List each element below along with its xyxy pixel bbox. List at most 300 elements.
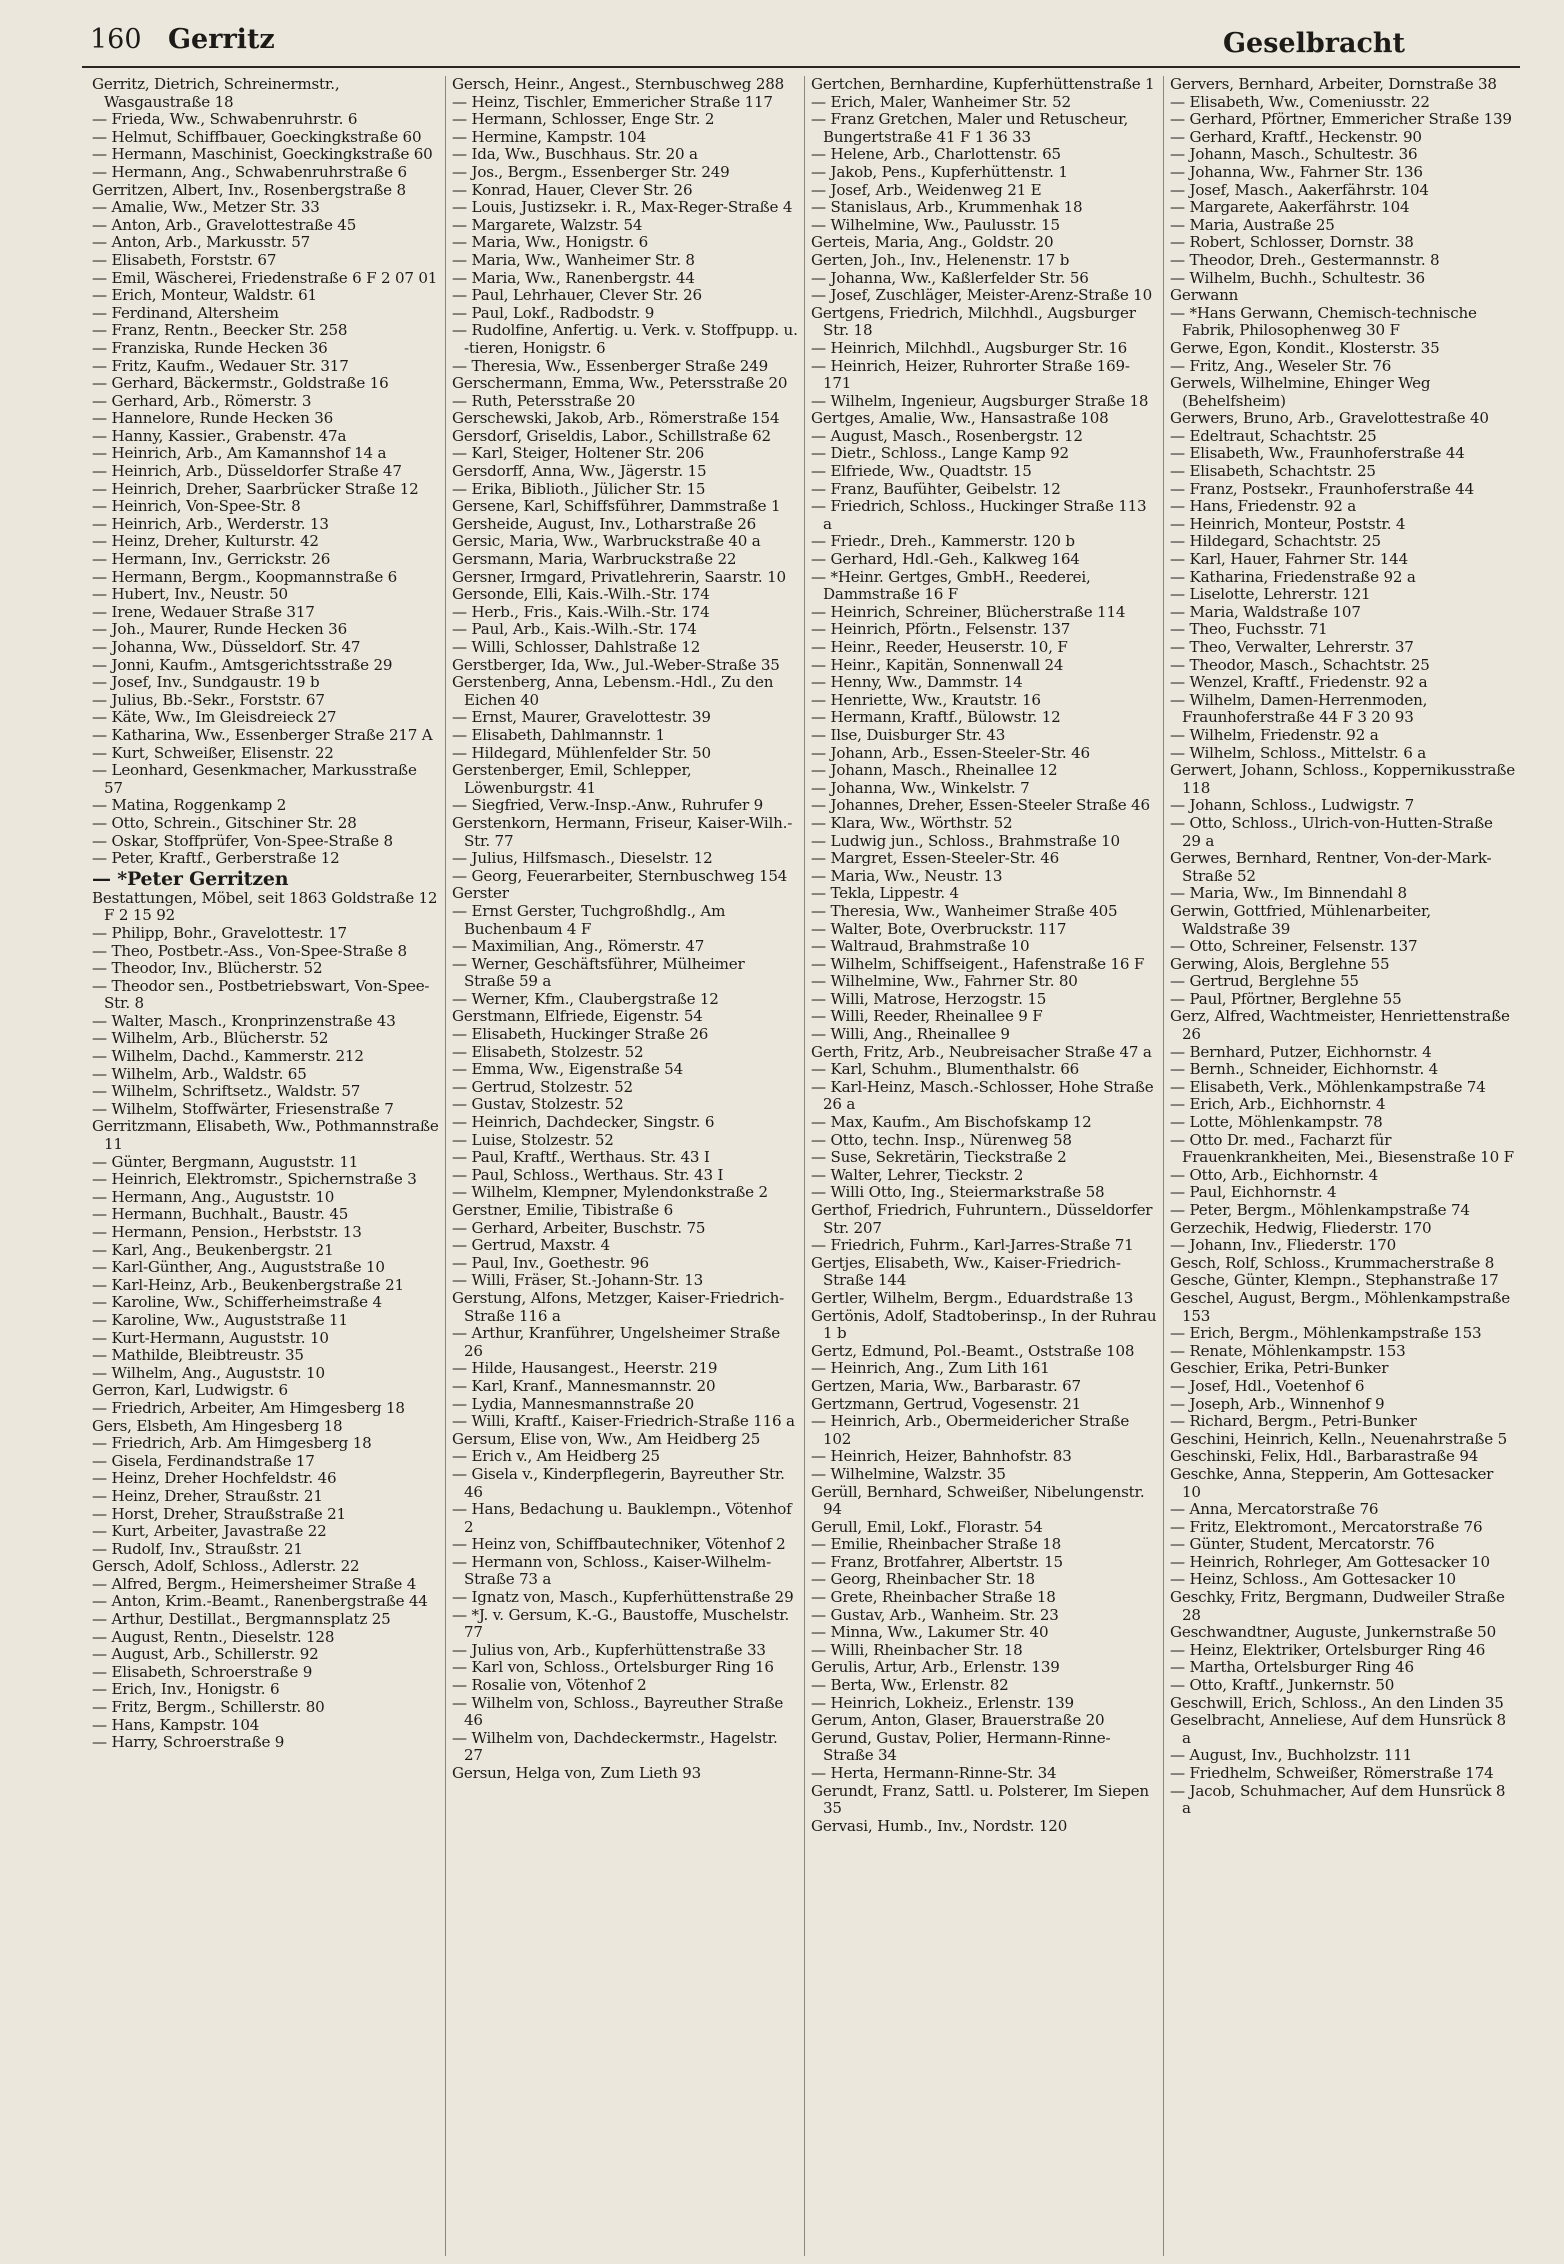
left-keyword: Gerritz — [168, 24, 275, 55]
directory-entry: — Elfriede, Ww., Quadtstr. 15 — [811, 462, 1032, 481]
directory-entry: Geschke, Anna, Stepperin, Am Gottesacker 10 — [1170, 1464, 1494, 1501]
directory-entry: Gers, Elsbeth, Am Hingesberg 18 — [92, 1416, 343, 1435]
directory-entry: Gerwes, Bernhard, Rentner, Von-der-Mark-Straße 52 — [1170, 849, 1492, 885]
directory-entry: — Heinrich, Ang., Zum Lith 161 — [811, 1359, 1050, 1378]
directory-entry: Gerschewski, Jakob, Arb., Römerstraße 154 — [452, 409, 780, 428]
directory-entry: — Oskar, Stoffprüfer, Von-Spee-Straße 8 — [92, 831, 393, 850]
directory-entry: — Grete, Rheinbacher Straße 18 — [811, 1588, 1056, 1607]
directory-entry: — Ernst Gerster, Tuchgroßhdlg., Am Buchenbaum 4 F — [452, 901, 726, 938]
directory-entry: — Joseph, Arb., Winnenhof 9 — [1170, 1394, 1385, 1413]
directory-entry: — Julius, Bb.-Sekr., Forststr. 67 — [92, 690, 325, 709]
directory-entry: — Hildegard, Schachtstr. 25 — [1170, 532, 1381, 551]
directory-entry: — Wilhelm von, Dachdeckermstr., Hagelstr. 27 — [452, 1728, 778, 1765]
directory-entry: — Johannes, Dreher, Essen-Steeler Straße 46 — [811, 796, 1150, 815]
directory-entry: — Gustav, Stolzestr. 52 — [452, 1095, 624, 1114]
directory-entry: — Josef, Masch., Aakerfährstr. 104 — [1170, 180, 1429, 199]
directory-entry: — Theodor, Masch., Schachtstr. 25 — [1170, 655, 1430, 674]
directory-entry: — Fritz, Ang., Weseler Str. 76 — [1170, 356, 1392, 375]
directory-entry: Gertchen, Bernhardine, Kupferhüttenstraße 1 — [811, 76, 1155, 93]
directory-entry: Gerteis, Maria, Ang., Goldstr. 20 — [811, 233, 1054, 252]
directory-entry: — Paul, Eichhornstr. 4 — [1170, 1183, 1337, 1202]
directory-entry: Gerwe, Egon, Kondit., Klosterstr. 35 — [1170, 338, 1440, 357]
column-3 — [804, 76, 1163, 2256]
directory-entry: — Werner, Geschäftsführer, Mülheimer Straße 59 a — [452, 954, 745, 991]
directory-entry: — Edeltraut, Schachtstr. 25 — [1170, 426, 1377, 445]
directory-entry: — Arthur, Destillat., Bergmannsplatz 25 — [92, 1610, 391, 1629]
directory-entry: — Peter, Kraftf., Gerberstraße 12 — [92, 849, 340, 868]
directory-entry: — Paul, Pförtner, Berglehne 55 — [1170, 989, 1402, 1008]
directory-entry: — Johanna, Ww., Fahrner Str. 136 — [1170, 162, 1423, 181]
directory-entry: — Gerhard, Hdl.-Geh., Kalkweg 164 — [811, 550, 1080, 569]
directory-entry: — Otto, Schreiner, Felsenstr. 137 — [1170, 937, 1418, 956]
directory-entry: — Otto, Arb., Eichhornstr. 4 — [1170, 1165, 1378, 1184]
directory-entry: — Karl-Heinz, Masch.-Schlosser, Hohe Straße 26 a — [811, 1077, 1154, 1114]
directory-entry: — Hubert, Inv., Neustr. 50 — [92, 585, 288, 604]
directory-entry: — Peter, Bergm., Möhlenkampstraße 74 — [1170, 1201, 1470, 1219]
directory-entry: — Wilhelm, Buchh., Schultestr. 36 — [1170, 268, 1425, 287]
directory-entry: Gesch, Rolf, Schloss., Krummacherstraße 8 — [1170, 1253, 1495, 1272]
directory-entry: — Friedrich, Arbeiter, Am Himgesberg 18 — [92, 1398, 405, 1417]
directory-entry: Gerzechik, Hedwig, Fliederstr. 170 — [1170, 1218, 1432, 1237]
directory-entry: — Heinrich, Arb., Obermeidericher Straße 102 — [811, 1412, 1130, 1448]
directory-entry: — Frieda, Ww., Schwabenruhrstr. 6 — [92, 110, 358, 129]
directory-entry: — Willi, Reeder, Rheinallee 9 F — [811, 1007, 1043, 1026]
directory-entry: — Hermann, Inv., Gerrickstr. 26 — [92, 550, 331, 569]
directory-entry: — Ludwig jun., Schloss., Brahmstraße 10 — [811, 831, 1120, 850]
directory-entry: — Karl-Heinz, Arb., Beukenbergstraße 21 — [92, 1275, 404, 1294]
directory-entry: — Johanna, Ww., Düsseldorf. Str. 47 — [92, 638, 361, 656]
directory-entry: — Fritz, Kaufm., Wedauer Str. 317 — [92, 356, 349, 375]
directory-entry: — Hermann, Pension., Herbststr. 13 — [92, 1223, 362, 1241]
directory-entry: — Wilhelm, Arb., Blücherstr. 52 — [92, 1029, 329, 1048]
directory-entry: — Heinrich, Elektromstr., Spichernstraße 3 — [92, 1170, 417, 1189]
directory-entry: — Maria, Ww., Honigstr. 6 — [452, 233, 649, 252]
directory-entry: — Willi, Fräser, St.-Johann-Str. 13 — [452, 1271, 704, 1290]
directory-entry: Gervers, Bernhard, Arbeiter, Dornstraße 38 — [1170, 76, 1497, 93]
directory-entry: Gerritzmann, Elisabeth, Ww., Pothmannstraße 11 — [92, 1117, 439, 1154]
directory-entry: — Karl, Steiger, Holtener Str. 206 — [452, 444, 705, 463]
directory-entry: Gerth, Fritz, Arb., Neubreisacher Straße 47 a — [811, 1042, 1152, 1061]
directory-entry: — Gerhard, Arbeiter, Buschstr. 75 — [452, 1218, 706, 1237]
directory-entry: — Walter, Lehrer, Tieckstr. 2 — [811, 1165, 1024, 1184]
directory-entry: Gersene, Karl, Schiffsführer, Dammstraße 1 — [452, 497, 781, 516]
directory-entry: — Fritz, Elektromont., Mercatorstraße 76 — [1170, 1517, 1483, 1536]
directory-entry: — *J. v. Gersum, K.-G., Baustoffe, Muschelstr. 77 — [452, 1605, 790, 1642]
directory-entry: — Willi Otto, Ing., Steiermarkstraße 58 — [811, 1183, 1105, 1202]
directory-entry: — Heinrich, Schreiner, Blücherstraße 114 — [811, 602, 1126, 621]
directory-entry: Gersch, Heinr., Angest., Sternbuschweg 288 — [452, 76, 785, 93]
directory-entry: — Maria, Ww., Wanheimer Str. 8 — [452, 250, 695, 269]
directory-entry: Gerwann — [1170, 286, 1239, 305]
directory-entry: Gertönis, Adolf, Stadtoberinsp., In der Ruhrau 1 b — [811, 1306, 1157, 1343]
directory-entry: — Suse, Sekretärin, Tieckstraße 2 — [811, 1148, 1067, 1167]
directory-entry: — Willi, Rheinbacher Str. 18 — [811, 1640, 1023, 1659]
directory-entry: — Günter, Bergmann, Auguststr. 11 — [92, 1152, 359, 1171]
directory-entry: — Gisela v., Kinderpflegerin, Bayreuther Str. 46 — [452, 1464, 785, 1501]
directory-entry: — Willi, Schlosser, Dahlstraße 12 — [452, 638, 701, 656]
directory-entry: — Johann, Arb., Essen-Steeler-Str. 46 — [811, 743, 1090, 762]
directory-entry: — August, Rentn., Dieselstr. 128 — [92, 1627, 335, 1646]
directory-entry: — Hermann, Maschinist, Goeckingkstraße 60 — [92, 145, 433, 164]
directory-entry: — Ferdinand, Altersheim — [92, 303, 279, 322]
directory-entry: — Wilhelm, Arb., Waldstr. 65 — [92, 1064, 307, 1083]
directory-entry: — Georg, Rheinbacher Str. 18 — [811, 1570, 1035, 1589]
directory-entry: Gersdorff, Anna, Ww., Jägerstr. 15 — [452, 462, 707, 481]
directory-entry: — Heinrich, Heizer, Ruhrorter Straße 169-171 — [811, 356, 1130, 393]
directory-entry: — Wilhelm, Friedenstr. 92 a — [1170, 725, 1379, 744]
directory-entry: — Heinr., Kapitän, Sonnenwall 24 — [811, 655, 1064, 674]
directory-entry: — Walter, Bote, Overbruckstr. 117 — [811, 919, 1067, 938]
directory-entry: — Maria, Ww., Neustr. 13 — [811, 866, 1003, 885]
directory-entry: Geschwill, Erich, Schloss., An den Linden 35 — [1170, 1693, 1504, 1712]
directory-entry: — Julius, Hilfsmasch., Dieselstr. 12 — [452, 849, 713, 868]
directory-entry: — Renate, Möhlenkampstr. 153 — [1170, 1341, 1406, 1360]
directory-entry: — Heinrich, Arb., Werderstr. 13 — [92, 514, 329, 533]
directory-entry: — Helmut, Schiffbauer, Goeckingkstraße 60 — [92, 127, 422, 146]
directory-entry: — Gertrud, Stolzestr. 52 — [452, 1077, 633, 1096]
directory-entry: Geselbracht, Anneliese, Auf dem Hunsrück 8 a — [1170, 1711, 1506, 1747]
directory-entry: — Wenzel, Kraftf., Friedenstr. 92 a — [1170, 673, 1428, 692]
directory-entry: Gerüll, Bernhard, Schweißer, Nibelungenstr. 94 — [811, 1482, 1145, 1519]
directory-entry: — Klara, Ww., Wörthstr. 52 — [811, 813, 1013, 832]
directory-entry: — Hans, Bedachung u. Bauklempn., Vötenhof 2 — [452, 1500, 792, 1536]
directory-entry: — Wilhelm von, Schloss., Bayreuther Straße 46 — [452, 1693, 784, 1730]
directory-entry: Gertz, Edmund, Pol.-Beamt., Oststraße 108 — [811, 1341, 1135, 1360]
directory-entry: Gerster — [452, 884, 509, 903]
directory-entry: — Hermann, Ang., Schwabenruhrstraße 6 — [92, 162, 407, 181]
directory-entry: Gersch, Adolf, Schloss., Adlerstr. 22 — [92, 1557, 360, 1576]
directory-entry: — Heinrich, Lokheiz., Erlenstr. 139 — [811, 1693, 1074, 1712]
directory-entry: — Ida, Ww., Buschhaus. Str. 20 a — [452, 145, 698, 164]
directory-entry: — Waltraud, Brahmstraße 10 — [811, 937, 1030, 956]
directory-entry: — Erich v., Am Heidberg 25 — [452, 1447, 660, 1466]
directory-entry: Gerstmann, Elfriede, Eigenstr. 54 — [452, 1007, 703, 1026]
directory-entry: Geschini, Heinrich, Kelln., Neuenahrstraße 5 — [1170, 1429, 1508, 1448]
column-1 — [86, 76, 445, 2256]
directory-entry: — Jakob, Pens., Kupferhüttenstr. 1 — [811, 162, 1068, 181]
directory-entry: — Ignatz von, Masch., Kupferhüttenstraße 29 — [452, 1588, 794, 1607]
directory-entry: Gerull, Emil, Lokf., Florastr. 54 — [811, 1517, 1043, 1536]
directory-entry: — Wilhelm, Stoffwärter, Friesenstraße 7 — [92, 1099, 394, 1118]
directory-entry: Gerwing, Alois, Berglehne 55 — [1170, 954, 1390, 973]
directory-entry: — Bernhard, Putzer, Eichhornstr. 4 — [1170, 1042, 1432, 1061]
directory-entry: Geschinski, Felix, Hdl., Barbarastraße 94 — [1170, 1447, 1479, 1466]
directory-entry: — Heinr., Reeder, Heuserstr. 10, F — [811, 638, 1068, 656]
directory-entry: — Paul, Inv., Goethestr. 96 — [452, 1253, 649, 1272]
directory-entry: Gerschermann, Emma, Ww., Petersstraße 20 — [452, 374, 788, 393]
directory-entry: — Katharina, Friedenstraße 92 a — [1170, 567, 1416, 586]
directory-entry: Geschky, Fritz, Bergmann, Dudweiler Straße 28 — [1170, 1588, 1505, 1624]
directory-entry: — Hermine, Kampstr. 104 — [452, 127, 647, 146]
directory-entry: — Friedhelm, Schweißer, Römerstraße 174 — [1170, 1764, 1494, 1782]
directory-entry: — Irene, Wedauer Straße 317 — [92, 602, 315, 621]
directory-entry: Gersun, Helga von, Zum Lieth 93 — [452, 1764, 701, 1782]
directory-entry: — Gerhard, Pförtner, Emmericher Straße 139 — [1170, 110, 1512, 129]
directory-entry: — Josef, Zuschläger, Meister-Arenz-Straße 10 — [811, 286, 1152, 305]
directory-entry: — Heinz, Schloss., Am Gottesacker 10 — [1170, 1570, 1456, 1589]
directory-entry: — Heinz, Elektriker, Ortelsburger Ring 46 — [1170, 1640, 1486, 1659]
column-2 — [445, 76, 804, 2256]
directory-entry: — Erich, Bergm., Möhlenkampstraße 153 — [1170, 1324, 1482, 1343]
directory-entry: — Willi, Matrose, Herzogstr. 15 — [811, 989, 1047, 1008]
directory-entry: — Robert, Schlosser, Dornstr. 38 — [1170, 233, 1414, 252]
directory-entry: Gerundt, Franz, Sattl. u. Polsterer, Im Siepen 35 — [811, 1781, 1149, 1818]
directory-entry: — Margret, Essen-Steeler-Str. 46 — [811, 849, 1060, 868]
directory-entry: — Otto Dr. med., Facharzt für Frauenkrankheiten, Mei., Biesenstraße 10 F — [1170, 1130, 1514, 1167]
directory-entry: — Johann, Inv., Fliederstr. 170 — [1170, 1236, 1397, 1255]
directory-entry: — Otto, Schrein., Gitschiner Str. 28 — [92, 813, 357, 832]
directory-entry: — Heinz, Dreher, Straußstr. 21 — [92, 1486, 323, 1505]
directory-entry: — Heinrich, Pförtn., Felsenstr. 137 — [811, 620, 1071, 639]
directory-entry: — Elisabeth, Ww., Fraunhoferstraße 44 — [1170, 444, 1465, 463]
directory-entry: — Hannelore, Runde Hecken 36 — [92, 409, 334, 428]
directory-entry: Gerstenberger, Emil, Schlepper, Löwenburgstr. 41 — [452, 761, 692, 797]
directory-entry: — Karl von, Schloss., Ortelsburger Ring 16 — [452, 1658, 774, 1677]
directory-entry: — *Hans Gerwann, Chemisch-technische Fabrik, Philosophenweg 30 F — [1170, 303, 1477, 340]
directory-entry: Gerthof, Friedrich, Fuhruntern., Düsseldorfer Str. 207 — [811, 1201, 1153, 1237]
directory-entry: — Maria, Waldstraße 107 — [1170, 602, 1361, 621]
directory-entry: Gerron, Karl, Ludwigstr. 6 — [92, 1381, 288, 1400]
directory-entry: — Jonni, Kaufm., Amtsgerichtsstraße 29 — [92, 655, 393, 674]
directory-entry: — Karl, Hauer, Fahrner Str. 144 — [1170, 550, 1408, 569]
directory-entry: Gertler, Wilhelm, Bergm., Eduardstraße 13 — [811, 1288, 1134, 1307]
directory-entry: Gertzmann, Gertrud, Vogesenstr. 21 — [811, 1394, 1082, 1413]
directory-entry: Geschwandtner, Auguste, Junkernstraße 50 — [1170, 1623, 1496, 1642]
column-4 — [1163, 76, 1522, 2256]
directory-entry: Gerz, Alfred, Wachtmeister, Henriettenstraße 26 — [1170, 1007, 1510, 1044]
directory-entry: — Heinrich, Milchhdl., Augsburger Str. 16 — [811, 338, 1128, 357]
directory-entry: — Anton, Krim.-Beamt., Ranenbergstraße 44 — [92, 1592, 428, 1611]
directory-entry: — Wilhelmine, Walzstr. 35 — [811, 1464, 1006, 1483]
directory-entry: — Paul, Lokf., Radbodstr. 9 — [452, 303, 655, 322]
directory-entry: — Berta, Ww., Erlenstr. 82 — [811, 1676, 1009, 1695]
directory-entry: — Liselotte, Lehrerstr. 121 — [1170, 585, 1371, 604]
directory-entry: — Friedrich, Fuhrm., Karl-Jarres-Straße 71 — [811, 1236, 1134, 1255]
directory-entry: — Franziska, Runde Hecken 36 — [92, 338, 328, 357]
directory-entry: — Margarete, Aakerfährstr. 104 — [1170, 198, 1410, 217]
directory-entry: Gersner, Irmgard, Privatlehrerin, Saarstr. 10 — [452, 567, 786, 586]
directory-entry: — Philipp, Bohr., Gravelottestr. 17 — [92, 923, 347, 942]
directory-entry: Gerstberger, Ida, Ww., Jul.-Weber-Straße 35 — [452, 655, 780, 674]
directory-entry: — Paul, Schloss., Werthaus. Str. 43 I — [452, 1165, 724, 1184]
directory-entry: — Kurt, Schweißer, Elisenstr. 22 — [92, 743, 334, 762]
directory-entry: — Erich, Maler, Wanheimer Str. 52 — [811, 92, 1071, 111]
directory-columns — [86, 76, 1522, 2256]
directory-entry: — Erich, Arb., Eichhornstr. 4 — [1170, 1095, 1386, 1114]
directory-entry: — Wilhelm, Klempner, Mylendonkstraße 2 — [452, 1183, 768, 1202]
directory-entry: — Heinz, Dreher Hochfeldstr. 46 — [92, 1469, 337, 1488]
directory-entry: — Friedr., Dreh., Kammerstr. 120 b — [811, 532, 1075, 551]
directory-entry: — Wilhelm, Dachd., Kammerstr. 212 — [92, 1047, 364, 1066]
directory-entry: — Karl, Schuhm., Blumenthalstr. 66 — [811, 1060, 1080, 1079]
directory-entry: Gersum, Elise von, Ww., Am Heidberg 25 — [452, 1429, 761, 1448]
directory-entry: — Margarete, Walzstr. 54 — [452, 215, 643, 234]
directory-entry: — Wilhelmine, Ww., Paulusstr. 15 — [811, 215, 1060, 234]
directory-entry: — Franz, Postsekr., Fraunhoferstraße 44 — [1170, 479, 1474, 498]
directory-entry: — Georg, Feuerarbeiter, Sternbuschweg 154 — [452, 866, 788, 885]
directory-entry: — Richard, Bergm., Petri-Bunker — [1170, 1412, 1417, 1431]
directory-entry: — Siegfried, Verw.-Insp.-Anw., Ruhrufer 9 — [452, 796, 763, 815]
directory-entry: — Paul, Kraftf., Werthaus. Str. 43 I — [452, 1148, 710, 1167]
directory-entry: — Elisabeth, Dahlmannstr. 1 — [452, 725, 665, 744]
directory-entry: — Rudolfine, Anfertig. u. Verk. v. Stoffpupp. u. -tieren, Honigstr. 6 — [452, 321, 798, 357]
directory-entry: — Helene, Arb., Charlottenstr. 65 — [811, 145, 1061, 164]
directory-entry: Gersic, Maria, Ww., Warbruckstraße 40 a — [452, 532, 761, 551]
directory-entry: Gertzen, Maria, Ww., Barbarastr. 67 — [811, 1376, 1081, 1395]
directory-entry: — Karoline, Ww., Auguststraße 11 — [92, 1310, 348, 1329]
directory-entry: — Theo, Verwalter, Lehrerstr. 37 — [1170, 638, 1414, 656]
directory-entry: — Heinrich, Dachdecker, Singstr. 6 — [452, 1113, 715, 1132]
directory-entry: — Alfred, Bergm., Heimersheimer Straße 4 — [92, 1574, 417, 1593]
directory-entry: — Käte, Ww., Im Gleisdreieck 27 — [92, 708, 337, 727]
directory-entry: — Erika, Biblioth., Jülicher Str. 15 — [452, 479, 706, 498]
directory-entry: — Hildegard, Mühlenfelder Str. 50 — [452, 743, 711, 762]
directory-entry: Gersonde, Elli, Kais.-Wilh.-Str. 174 — [452, 585, 710, 604]
directory-entry: — Franz, Brotfahrer, Albertstr. 15 — [811, 1552, 1063, 1571]
directory-entry: — Hans, Friedenstr. 92 a — [1170, 497, 1357, 516]
directory-entry: — Katharina, Ww., Essenberger Straße 217 A — [92, 725, 433, 744]
directory-entry: — Maria, Austraße 25 — [1170, 215, 1335, 234]
directory-entry: — Louis, Justizsekr. i. R., Max-Reger-Straße 4 — [452, 198, 793, 217]
directory-entry: — Jos., Bergm., Essenberger Str. 249 — [452, 162, 730, 181]
directory-entry: — Otto, Schloss., Ulrich-von-Hutten-Straße 29 a — [1170, 813, 1493, 850]
directory-entry: Gersheide, August, Inv., Lotharstraße 26 — [452, 514, 757, 533]
directory-entry: — Emil, Wäscherei, Friedenstraße 6 F 2 07 01 — [92, 268, 438, 287]
directory-entry: — Lydia, Mannesmannstraße 20 — [452, 1394, 695, 1413]
directory-entry: — Wilhelm, Ang., Auguststr. 10 — [92, 1363, 325, 1382]
directory-entry: — Anna, Mercatorstraße 76 — [1170, 1500, 1379, 1519]
directory-entry: — August, Masch., Rosenbergstr. 12 — [811, 426, 1083, 445]
directory-entry: — Rosalie von, Vötenhof 2 — [452, 1676, 647, 1695]
directory-entry: — Hermann, Kraftf., Bülowstr. 12 — [811, 708, 1061, 727]
directory-entry: — Gustav, Arb., Wanheim. Str. 23 — [811, 1605, 1059, 1624]
directory-entry: — Minna, Ww., Lakumer Str. 40 — [811, 1623, 1049, 1642]
directory-entry: — Martha, Ortelsburger Ring 46 — [1170, 1658, 1414, 1677]
directory-entry: — Hilde, Hausangest., Heerstr. 219 — [452, 1359, 718, 1378]
directory-entry: — Wilhelm, Ingenieur, Augsburger Straße 18 — [811, 391, 1149, 410]
directory-entry: — Jacob, Schuhmacher, Auf dem Hunsrück 8 a — [1170, 1781, 1506, 1818]
directory-entry: Geschier, Erika, Petri-Bunker — [1170, 1359, 1389, 1378]
directory-entry: Gertjes, Elisabeth, Ww., Kaiser-Friedrich-Straße 144 — [811, 1253, 1121, 1290]
directory-entry: — Walter, Masch., Kronprinzenstraße 43 — [92, 1011, 396, 1030]
directory-entry: Gerwels, Wilhelmine, Ehinger Weg (Behelfsheim) — [1170, 374, 1431, 410]
directory-entry: — Tekla, Lippestr. 4 — [811, 884, 959, 903]
directory-entry: — Heinrich, Monteur, Poststr. 4 — [1170, 514, 1406, 533]
directory-entry: — Heinrich, Arb., Düsseldorfer Straße 47 — [92, 462, 402, 481]
directory-entry: — Josef, Hdl., Voetenhof 6 — [1170, 1376, 1365, 1395]
directory-entry: — Maximilian, Ang., Römerstr. 47 — [452, 937, 705, 956]
directory-entry: Gervasi, Humb., Inv., Nordstr. 120 — [811, 1816, 1068, 1835]
directory-entry: — Otto, Kraftf., Junkernstr. 50 — [1170, 1676, 1395, 1695]
directory-entry: — Heinrich, Rohrleger, Am Gottesacker 10 — [1170, 1552, 1490, 1571]
directory-entry: — Theodor, Inv., Blücherstr. 52 — [92, 959, 323, 978]
directory-entry: — Wilhelmine, Ww., Fahrner Str. 80 — [811, 972, 1078, 991]
directory-entry: — Heinrich, Von-Spee-Str. 8 — [92, 497, 301, 516]
directory-entry: — Henriette, Ww., Krautstr. 16 — [811, 690, 1041, 709]
directory-entry: — Gisela, Ferdinandstraße 17 — [92, 1451, 315, 1470]
directory-entry: — Bernh., Schneider, Eichhornstr. 4 — [1170, 1060, 1439, 1079]
directory-entry: Gesche, Günter, Klempn., Stephanstraße 17 — [1170, 1271, 1499, 1290]
directory-entry: — Franz, Baufühter, Geibelstr. 12 — [811, 479, 1061, 498]
directory-entry: — Werner, Kfm., Claubergstraße 12 — [452, 989, 719, 1008]
page-number: 160 — [90, 24, 142, 55]
directory-entry: — Theo, Postbetr.-Ass., Von-Spee-Straße 8 — [92, 941, 407, 960]
directory-entry: — Elisabeth, Ww., Comeniusstr. 22 — [1170, 92, 1430, 111]
directory-entry: — Karl, Kranf., Mannesmannstr. 20 — [452, 1376, 716, 1395]
directory-entry: — Matina, Roggenkamp 2 — [92, 796, 287, 815]
directory-entry: — Heinrich, Arb., Am Kamannshof 14 a — [92, 444, 387, 463]
directory-entry: — Ernst, Maurer, Gravelottestr. 39 — [452, 708, 711, 727]
directory-entry: Gertges, Amalie, Ww., Hansastraße 108 — [811, 409, 1109, 428]
directory-entry: — Johann, Masch., Rheinallee 12 — [811, 761, 1058, 780]
directory-entry: — Karl-Günther, Ang., Auguststraße 10 — [92, 1258, 385, 1277]
directory-entry: — Wilhelm, Schriftsetz., Waldstr. 57 — [92, 1082, 361, 1101]
directory-entry: — Gertrud, Maxstr. 4 — [452, 1236, 610, 1255]
directory-entry: — Horst, Dreher, Straußstraße 21 — [92, 1504, 346, 1523]
directory-entry: — Gertrud, Berglehne 55 — [1170, 972, 1359, 991]
directory-entry: — Heinz, Tischler, Emmericher Straße 117 — [452, 92, 773, 111]
directory-entry: — *Peter Gerritzen — [92, 867, 289, 890]
directory-entry: — Hermann, Schlosser, Enge Str. 2 — [452, 110, 715, 129]
directory-entry: — Willi, Ang., Rheinallee 9 — [811, 1025, 1010, 1044]
directory-entry: Gerwin, Gottfried, Mühlenarbeiter, Waldstraße 39 — [1170, 901, 1431, 938]
directory-entry: — Joh., Maurer, Runde Hecken 36 — [92, 620, 347, 639]
directory-entry: — Elisabeth, Verk., Möhlenkampstraße 74 — [1170, 1077, 1486, 1096]
directory-entry: — Theo, Fuchsstr. 71 — [1170, 620, 1328, 639]
directory-entry: Gerten, Joh., Inv., Helenenstr. 17 b — [811, 250, 1070, 269]
directory-entry: — Gerhard, Bäckermstr., Goldstraße 16 — [92, 374, 389, 393]
directory-entry: — Erich, Inv., Honigstr. 6 — [92, 1680, 280, 1699]
directory-entry: — August, Arb., Schillerstr. 92 — [92, 1645, 319, 1664]
directory-entry: — Wilhelm, Damen-Herrenmoden, Fraunhoferstraße 44 F 3 20 93 — [1170, 690, 1428, 727]
directory-entry: — Harry, Schroerstraße 9 — [92, 1733, 285, 1752]
directory-entry: — Paul, Arb., Kais.-Wilh.-Str. 174 — [452, 620, 697, 639]
directory-entry: — Hermann, Ang., Auguststr. 10 — [92, 1187, 335, 1206]
directory-entry: — August, Inv., Buchholzstr. 111 — [1170, 1746, 1413, 1765]
directory-entry: — Henny, Ww., Dammstr. 14 — [811, 673, 1023, 692]
directory-entry: — Ilse, Duisburger Str. 43 — [811, 725, 1006, 744]
directory-entry: — Friedrich, Schloss., Huckinger Straße 113 a — [811, 497, 1147, 533]
directory-entry: — Willi, Kraftf., Kaiser-Friedrich-Straße 116 a — [452, 1412, 795, 1431]
directory-entry: — Johanna, Ww., Kaßlerfelder Str. 56 — [811, 268, 1089, 287]
directory-entry: — Anton, Arb., Markusstr. 57 — [92, 233, 311, 252]
directory-entry: Gerulis, Artur, Arb., Erlenstr. 139 — [811, 1658, 1060, 1677]
directory-entry: — Johann, Schloss., Ludwigstr. 7 — [1170, 796, 1415, 815]
directory-entry: — Josef, Arb., Weidenweg 21 E — [811, 180, 1042, 199]
directory-entry: — Theresia, Ww., Wanheimer Straße 405 — [811, 901, 1118, 920]
directory-entry: — Rudolf, Inv., Straußstr. 21 — [92, 1539, 303, 1558]
directory-entry: — Herta, Hermann-Rinne-Str. 34 — [811, 1764, 1057, 1782]
directory-entry: Gerstung, Alfons, Metzger, Kaiser-Friedrich-Straße 116 a — [452, 1288, 785, 1325]
directory-entry: — Elisabeth, Stolzestr. 52 — [452, 1042, 644, 1061]
directory-entry: — Fritz, Bergm., Schillerstr. 80 — [92, 1698, 325, 1717]
directory-entry: — Theresia, Ww., Essenberger Straße 249 — [452, 356, 768, 375]
directory-entry: — Karl, Ang., Beukenbergstr. 21 — [92, 1240, 334, 1259]
directory-entry: — Anton, Arb., Gravelottestraße 45 — [92, 215, 357, 234]
directory-entry: — Mathilde, Bleibtreustr. 35 — [92, 1346, 304, 1365]
directory-entry: — Lotte, Möhlenkampstr. 78 — [1170, 1113, 1383, 1132]
directory-entry: — Kurt-Hermann, Auguststr. 10 — [92, 1328, 329, 1347]
directory-entry: — Johanna, Ww., Winkelstr. 7 — [811, 778, 1030, 797]
directory-entry: — Heinz, Dreher, Kulturstr. 42 — [92, 532, 319, 551]
directory-entry: — Hermann von, Schloss., Kaiser-Wilhelm-Straße 73 a — [452, 1552, 772, 1589]
right-keyword: Geselbracht — [1222, 28, 1405, 59]
directory-entry: Gersdorf, Griseldis, Labor., Schillstraße 62 — [452, 426, 771, 445]
directory-entry: — Hanny, Kassier., Grabenstr. 47a — [92, 426, 347, 445]
directory-entry: — Amalie, Ww., Metzer Str. 33 — [92, 198, 320, 217]
directory-entry: — Wilhelm, Schloss., Mittelstr. 6 a — [1170, 743, 1427, 762]
directory-entry: Gerum, Anton, Glaser, Brauerstraße 20 — [811, 1711, 1105, 1730]
